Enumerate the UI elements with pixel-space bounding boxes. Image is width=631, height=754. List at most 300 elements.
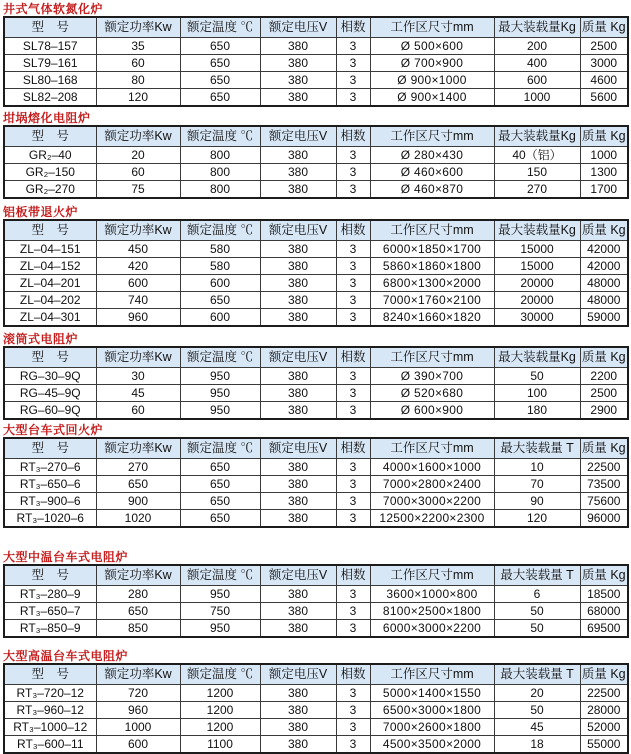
table-row — [4, 586, 628, 603]
column-header: 质量 Kg — [580, 126, 628, 147]
column-header: 质量 Kg — [580, 565, 628, 586]
column-header: 型 号 — [4, 438, 96, 459]
table-cell: 5860×1860×1800 — [370, 258, 494, 275]
table-cell: 7000×2600×1800 — [370, 719, 494, 736]
table-cell: SL82–208 — [4, 89, 96, 107]
section-title: 大型中温台车式电阻炉 — [3, 550, 129, 564]
table-cell: Ø 460×870 — [370, 181, 494, 199]
table-cell: 28000 — [580, 702, 628, 719]
table-cell: 950 — [180, 586, 260, 603]
column-header: 相数 — [336, 438, 370, 459]
table-cell: 750 — [180, 603, 260, 620]
table-cell: 3 — [336, 258, 370, 275]
spec-table — [3, 346, 629, 420]
section-title: 井式气体软氮化炉 — [3, 2, 104, 16]
spec-table — [3, 219, 629, 327]
table-cell: 270 — [96, 459, 180, 476]
table-cell: 2900 — [580, 402, 628, 420]
table-cell: 900 — [96, 493, 180, 510]
section-title: 大型高温台车式电阻炉 — [3, 649, 129, 663]
table-cell: 380 — [260, 510, 336, 528]
table-cell: 20000 — [494, 275, 580, 292]
table-row — [4, 181, 628, 199]
table-cell: 280 — [96, 586, 180, 603]
table-cell: 580 — [180, 241, 260, 258]
table-cell: 650 — [180, 72, 260, 89]
table-cell: 3 — [336, 241, 370, 258]
table-cell: GR₂–150 — [4, 164, 96, 181]
table-cell: Ø 500×600 — [370, 38, 494, 55]
column-header: 型 号 — [4, 347, 96, 368]
table-cell: 15000 — [494, 241, 580, 258]
column-header: 质量 Kg — [580, 347, 628, 368]
table-cell: 35 — [96, 38, 180, 55]
table-cell: 52000 — [580, 719, 628, 736]
column-header: 相数 — [336, 347, 370, 368]
table-row — [4, 476, 628, 493]
table-cell: 380 — [260, 309, 336, 327]
table-cell: 650 — [96, 603, 180, 620]
table-cell: 5600 — [580, 89, 628, 107]
table-cell: 40（铝） — [494, 147, 580, 164]
column-header: 额定温度 ℃ — [180, 438, 260, 459]
table-cell: 50 — [494, 368, 580, 385]
table-cell: 950 — [180, 385, 260, 402]
column-header: 工作区尺寸mm — [370, 347, 494, 368]
section-title: 坩埚熔化电阻炉 — [3, 111, 91, 125]
table-row — [4, 493, 628, 510]
table-cell: 650 — [180, 55, 260, 72]
table-cell: 960 — [96, 309, 180, 327]
table-cell: ZL–04–202 — [4, 292, 96, 309]
table-cell: 270 — [494, 181, 580, 199]
table-cell: 3 — [336, 38, 370, 55]
table-cell: RT₃–1020–6 — [4, 510, 96, 528]
table-cell: ZL–04–301 — [4, 309, 96, 327]
column-header: 质量 Kg — [580, 17, 628, 38]
spec-table — [3, 564, 629, 638]
table-cell: 380 — [260, 164, 336, 181]
table-row — [4, 164, 628, 181]
table-cell: RG–30–9Q — [4, 368, 96, 385]
column-header: 最大装载量 T — [494, 565, 580, 586]
table-cell: 3 — [336, 736, 370, 754]
table-cell: 380 — [260, 181, 336, 199]
table-cell: 45 — [96, 385, 180, 402]
table-cell: SL78–157 — [4, 38, 96, 55]
table-cell: 1200 — [180, 702, 260, 719]
table-row — [4, 38, 628, 55]
column-header: 相数 — [336, 565, 370, 586]
table-cell: 150 — [494, 164, 580, 181]
table-cell: Ø 900×1000 — [370, 72, 494, 89]
table-cell: RT₃–1000–12 — [4, 719, 96, 736]
column-header: 最大装载量Kg — [494, 17, 580, 38]
table-row — [4, 258, 628, 275]
table-row — [4, 309, 628, 327]
table-row — [4, 603, 628, 620]
column-header: 额定功率Kw — [96, 220, 180, 241]
table-cell: 3 — [336, 603, 370, 620]
column-header: 型 号 — [4, 126, 96, 147]
table-row — [4, 702, 628, 719]
column-header: 型 号 — [4, 220, 96, 241]
column-header: 额定电压V — [260, 220, 336, 241]
table-row — [4, 89, 628, 107]
section-title: 滚筒式电阻炉 — [3, 332, 79, 346]
table-cell: 650 — [180, 89, 260, 107]
column-header: 工作区尺寸mm — [370, 126, 494, 147]
column-header: 额定电压V — [260, 664, 336, 685]
table-cell: 1700 — [580, 181, 628, 199]
column-header: 工作区尺寸mm — [370, 220, 494, 241]
column-header: 工作区尺寸mm — [370, 438, 494, 459]
table-cell: GR₂–40 — [4, 147, 96, 164]
table-cell: 4500×3500×2000 — [370, 736, 494, 754]
table-cell: 1000 — [96, 719, 180, 736]
table-cell: 1200 — [180, 719, 260, 736]
table-cell: 800 — [180, 181, 260, 199]
table-cell: 200 — [494, 38, 580, 55]
spec-table — [3, 16, 629, 107]
table-cell: 50 — [494, 603, 580, 620]
table-cell: RT₃–270–6 — [4, 459, 96, 476]
table-cell: 20 — [494, 685, 580, 702]
table-cell: 3 — [336, 719, 370, 736]
table-cell: 12500×2200×2300 — [370, 510, 494, 528]
table-cell: 48000 — [580, 275, 628, 292]
section-title: 大型台车式回火炉 — [3, 423, 104, 437]
table-cell: 2500 — [580, 385, 628, 402]
table-cell: 96000 — [580, 510, 628, 528]
table-cell: 450 — [96, 241, 180, 258]
table-cell: 580 — [180, 258, 260, 275]
table-cell: 7000×3000×2200 — [370, 493, 494, 510]
table-cell: 600 — [96, 275, 180, 292]
table-cell: 600 — [494, 72, 580, 89]
table-row — [4, 275, 628, 292]
table-cell: RG–60–9Q — [4, 402, 96, 420]
table-cell: 10 — [494, 459, 580, 476]
table-cell: 3 — [336, 493, 370, 510]
table-cell: 18500 — [580, 586, 628, 603]
table-cell: 3 — [336, 476, 370, 493]
table-row — [4, 736, 628, 754]
table-cell: RT₃–650–6 — [4, 476, 96, 493]
column-header: 额定电压V — [260, 438, 336, 459]
table-cell: 600 — [96, 736, 180, 754]
table-row — [4, 510, 628, 528]
table-cell: 22500 — [580, 685, 628, 702]
column-header: 工作区尺寸mm — [370, 17, 494, 38]
column-header: 工作区尺寸mm — [370, 664, 494, 685]
spec-table — [3, 437, 629, 528]
table-cell: ZL–04–201 — [4, 275, 96, 292]
table-cell: 3 — [336, 72, 370, 89]
table-cell: 380 — [260, 493, 336, 510]
spec-table — [3, 125, 629, 199]
column-header: 相数 — [336, 126, 370, 147]
table-cell: ZL–04–151 — [4, 241, 96, 258]
table-cell: 20 — [96, 147, 180, 164]
table-cell: 3 — [336, 459, 370, 476]
table-cell: 3000 — [580, 55, 628, 72]
column-header: 额定温度 ℃ — [180, 17, 260, 38]
table-cell: 650 — [180, 38, 260, 55]
table-cell: 3 — [336, 586, 370, 603]
table-cell: 60 — [96, 164, 180, 181]
table-cell: RT₃–960–12 — [4, 702, 96, 719]
table-cell: RT₃–720–12 — [4, 685, 96, 702]
table-cell: 100 — [494, 385, 580, 402]
table-cell: 380 — [260, 275, 336, 292]
table-cell: 5000×1400×1550 — [370, 685, 494, 702]
column-header: 额定功率Kw — [96, 438, 180, 459]
table-cell: 3 — [336, 702, 370, 719]
column-header: 额定电压V — [260, 565, 336, 586]
section-title: 铝板带退火炉 — [3, 205, 79, 219]
table-cell: 380 — [260, 459, 336, 476]
column-header: 额定温度 ℃ — [180, 664, 260, 685]
header-row — [4, 126, 628, 147]
table-row — [4, 241, 628, 258]
table-cell: 600 — [180, 275, 260, 292]
table-cell: 380 — [260, 241, 336, 258]
table-cell: 3 — [336, 685, 370, 702]
table-cell: 50 — [494, 702, 580, 719]
column-header: 额定温度 ℃ — [180, 347, 260, 368]
table-cell: 380 — [260, 476, 336, 493]
table-cell: 850 — [96, 620, 180, 638]
table-cell: 380 — [260, 702, 336, 719]
column-header: 型 号 — [4, 17, 96, 38]
table-cell: Ø 700×900 — [370, 55, 494, 72]
column-header: 额定电压V — [260, 347, 336, 368]
table-cell: 650 — [96, 476, 180, 493]
table-cell: 380 — [260, 258, 336, 275]
table-cell: 3 — [336, 55, 370, 72]
table-cell: 60 — [96, 55, 180, 72]
table-cell: Ø 900×1400 — [370, 89, 494, 107]
table-cell: 380 — [260, 719, 336, 736]
table-cell: RT₃–900–6 — [4, 493, 96, 510]
table-cell: 950 — [180, 402, 260, 420]
column-header: 额定功率Kw — [96, 126, 180, 147]
table-cell: RT₃–650–7 — [4, 603, 96, 620]
table-cell: 380 — [260, 292, 336, 309]
column-header: 相数 — [336, 220, 370, 241]
column-header: 最大装载量Kg — [494, 347, 580, 368]
table-row — [4, 55, 628, 72]
table-cell: Ø 280×430 — [370, 147, 494, 164]
table-cell: 8100×2500×1800 — [370, 603, 494, 620]
column-header: 额定功率Kw — [96, 347, 180, 368]
table-cell: 380 — [260, 368, 336, 385]
table-cell: 69500 — [580, 620, 628, 638]
table-cell: 15000 — [494, 258, 580, 275]
table-cell: 3 — [336, 292, 370, 309]
column-header: 最大装载量 T — [494, 664, 580, 685]
table-cell: 59000 — [580, 309, 628, 327]
table-cell: 180 — [494, 402, 580, 420]
table-cell: 800 — [180, 164, 260, 181]
table-cell: 950 — [180, 620, 260, 638]
table-cell: 30 — [96, 368, 180, 385]
column-header: 工作区尺寸mm — [370, 565, 494, 586]
table-cell: 50 — [494, 620, 580, 638]
column-header: 最大装载量Kg — [494, 126, 580, 147]
table-cell: Ø 390×700 — [370, 368, 494, 385]
table-cell: 1300 — [580, 164, 628, 181]
table-row — [4, 147, 628, 164]
table-cell: 6800×1300×2000 — [370, 275, 494, 292]
column-header: 质量 Kg — [580, 664, 628, 685]
table-row — [4, 459, 628, 476]
table-cell: 70 — [494, 476, 580, 493]
table-cell: 3600×1000×800 — [370, 586, 494, 603]
header-row — [4, 664, 628, 685]
table-cell: RG–45–9Q — [4, 385, 96, 402]
table-cell: 380 — [260, 603, 336, 620]
column-header: 额定温度 ℃ — [180, 565, 260, 586]
table-cell: 380 — [260, 620, 336, 638]
table-cell: 42000 — [580, 241, 628, 258]
column-header: 型 号 — [4, 664, 96, 685]
spec-table — [3, 663, 629, 754]
table-cell: 3 — [336, 147, 370, 164]
table-cell: Ø 520×680 — [370, 385, 494, 402]
table-cell: 2200 — [580, 368, 628, 385]
table-row — [4, 72, 628, 89]
table-cell: 420 — [96, 258, 180, 275]
table-cell: 380 — [260, 385, 336, 402]
table-cell: 650 — [180, 510, 260, 528]
table-row — [4, 685, 628, 702]
column-header: 最大装载量 T — [494, 438, 580, 459]
column-header: 相数 — [336, 664, 370, 685]
table-cell: Ø 600×900 — [370, 402, 494, 420]
table-cell: 60 — [96, 402, 180, 420]
header-row — [4, 565, 628, 586]
column-header: 质量 Kg — [580, 438, 628, 459]
table-cell: 22500 — [580, 459, 628, 476]
table-cell: 2500 — [580, 38, 628, 55]
table-cell: 68000 — [580, 603, 628, 620]
table-cell: 80 — [96, 72, 180, 89]
table-row — [4, 719, 628, 736]
table-cell: 48000 — [580, 292, 628, 309]
table-cell: SL79–161 — [4, 55, 96, 72]
table-cell: 120 — [494, 510, 580, 528]
table-cell: 600 — [180, 309, 260, 327]
table-cell: 1100 — [180, 736, 260, 754]
table-cell: 7000×2800×2400 — [370, 476, 494, 493]
table-cell: 1000 — [580, 147, 628, 164]
table-cell: 3 — [336, 385, 370, 402]
table-cell: GR₂–270 — [4, 181, 96, 199]
table-cell: 3 — [336, 275, 370, 292]
column-header: 额定电压V — [260, 17, 336, 38]
table-cell: 1200 — [180, 685, 260, 702]
header-row — [4, 347, 628, 368]
column-header: 额定功率Kw — [96, 17, 180, 38]
table-cell: 380 — [260, 586, 336, 603]
table-cell: 720 — [96, 685, 180, 702]
table-cell: 3 — [336, 368, 370, 385]
column-header: 额定电压V — [260, 126, 336, 147]
table-cell: 4600 — [580, 72, 628, 89]
column-header: 型 号 — [4, 565, 96, 586]
table-row — [4, 620, 628, 638]
table-cell: 960 — [96, 702, 180, 719]
table-row — [4, 292, 628, 309]
table-cell: 6500×3000×1800 — [370, 702, 494, 719]
table-cell: RT₃–850–9 — [4, 620, 96, 638]
table-cell: 73500 — [580, 476, 628, 493]
table-cell: ZL–04–152 — [4, 258, 96, 275]
table-cell: 75 — [96, 181, 180, 199]
table-cell: 3 — [336, 181, 370, 199]
table-cell: 380 — [260, 685, 336, 702]
table-cell: 30000 — [494, 309, 580, 327]
column-header: 额定功率Kw — [96, 565, 180, 586]
table-cell: 3 — [336, 309, 370, 327]
table-cell: 1020 — [96, 510, 180, 528]
table-cell: 55000 — [580, 736, 628, 754]
table-cell: 380 — [260, 38, 336, 55]
column-header: 质量 Kg — [580, 220, 628, 241]
table-cell: 8240×1660×1820 — [370, 309, 494, 327]
table-cell: 90 — [494, 493, 580, 510]
column-header: 额定温度 ℃ — [180, 126, 260, 147]
table-cell: 3 — [336, 402, 370, 420]
table-cell: 800 — [180, 147, 260, 164]
table-cell: Ø 460×600 — [370, 164, 494, 181]
table-cell: 18 — [494, 736, 580, 754]
table-cell: 650 — [180, 493, 260, 510]
column-header: 最大装载量Kg — [494, 220, 580, 241]
table-cell: 75600 — [580, 493, 628, 510]
table-cell: 3 — [336, 164, 370, 181]
column-header: 额定功率Kw — [96, 664, 180, 685]
header-row — [4, 17, 628, 38]
table-cell: RT₃–600–11 — [4, 736, 96, 754]
table-cell: 4000×1600×1000 — [370, 459, 494, 476]
table-cell: 6000×1850×1700 — [370, 241, 494, 258]
column-header: 相数 — [336, 17, 370, 38]
table-row — [4, 368, 628, 385]
table-cell: SL80–168 — [4, 72, 96, 89]
table-cell: 650 — [180, 476, 260, 493]
header-row — [4, 438, 628, 459]
table-cell: 650 — [180, 292, 260, 309]
column-header: 额定温度 ℃ — [180, 220, 260, 241]
table-cell: 20000 — [494, 292, 580, 309]
table-cell: 7000×1760×2100 — [370, 292, 494, 309]
table-cell: 380 — [260, 55, 336, 72]
table-cell: 42000 — [580, 258, 628, 275]
table-cell: 400 — [494, 55, 580, 72]
table-cell: 120 — [96, 89, 180, 107]
table-cell: 1000 — [494, 89, 580, 107]
table-cell: 3 — [336, 89, 370, 107]
table-cell: 740 — [96, 292, 180, 309]
table-cell: 380 — [260, 402, 336, 420]
table-cell: 45 — [494, 719, 580, 736]
table-cell: 6000×3000×2200 — [370, 620, 494, 638]
table-cell: 380 — [260, 736, 336, 754]
table-cell: 3 — [336, 510, 370, 528]
